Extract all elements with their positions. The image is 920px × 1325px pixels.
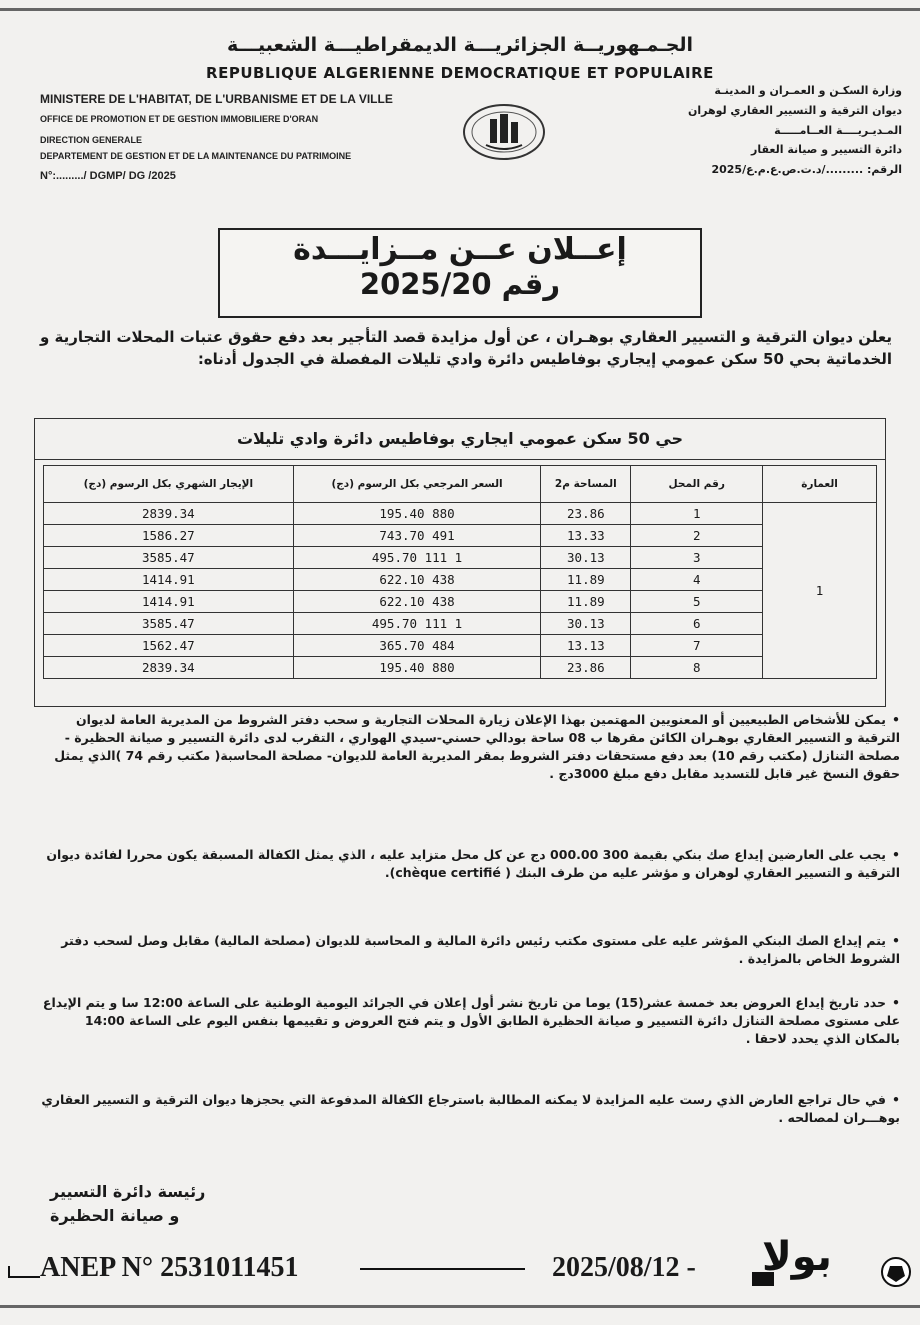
rent-cell: 1414.91 (44, 591, 294, 613)
price-cell: 438 622.10 (293, 591, 541, 613)
shops-table-frame (34, 418, 886, 707)
table-header-row (44, 466, 877, 503)
intro-paragraph: يعلن ديوان الترقية و التسيير العقاري بوهـران ، عن أول مزايدة قصد التأجير بعد دفع حقوق عتبات المحلات التجارية و الخدماتية بحي 50 سكن عمومي إيجاري بوفاطيس دائرة وادي تليلات المفصلة في الجدول أدناه: (39, 328, 892, 368)
shop-number-cell: 1 (631, 503, 763, 525)
signature-subtitle: و صيانة الحظيرة (50, 1206, 180, 1225)
top-border (0, 8, 920, 11)
area-cell: 13.13 (541, 635, 631, 657)
area-cell: 11.89 (541, 569, 631, 591)
bullet-text: يتم إيداع الصك البنكي المؤشر عليه على مستوى مكتب رئيس دائرة المالية و المحاسبة للديوان (مصلحة المالية) مقابل وصل لسحب دفتر الشروط الخاص بالمزايدة . (61, 933, 900, 966)
footer-divider (360, 1268, 525, 1270)
rent-cell: 2839.34 (44, 503, 294, 525)
bullet-text: يجب على العارضين إيداع صك بنكي بقيمة 300 000.00 دج عن كل محل متزايد عليه ، الذي يمثل الكفالة المسبقة يكون محررا لفائدة ديوان الترقية و التسيير العقاري لوهران و مؤشر عليه من طرف البنك ( chèque certifié). (46, 847, 900, 880)
rent-cell: 1414.91 (44, 569, 294, 591)
arabic-ministry-line: وزارة السكـن و العمـران و المدينـة (714, 84, 902, 97)
table-row (44, 525, 877, 547)
footer-corner-line (8, 1266, 40, 1278)
area-cell: 30.13 (541, 547, 631, 569)
table-row (44, 613, 877, 635)
area-cell: 23.86 (541, 657, 631, 679)
bottom-border (0, 1305, 920, 1308)
publication-date: 2025/08/12 - (552, 1252, 696, 1283)
bullet-cheque-deposit (60, 932, 900, 968)
signature-block (50, 1180, 205, 1228)
header-reference-price: السعر المرجعي بكل الرسوم (دج) (293, 466, 541, 503)
header-building: العمارة (763, 466, 877, 503)
price-cell: 484 365.70 (293, 635, 541, 657)
price-cell: 1 111 495.70 (293, 613, 541, 635)
price-cell: 880 195.40 (293, 503, 541, 525)
building-number-cell: 1 (763, 503, 877, 679)
bullet-guarantee-cheque (36, 846, 900, 882)
french-republic-title: REPUBLIQUE ALGERIENNE DEMOCRATIQUE ET POPULAIRE (206, 64, 714, 82)
bullet-text: في حال تراجع العارض الذي رست عليه المزايدة لا يمكنه المطالبة باسترجاع الكفالة المدفوعة التي يحجزها ديوان الترقية و التسيير العقاري بوهـــران لمصالحه . (41, 1092, 900, 1125)
shop-number-cell: 7 (631, 635, 763, 657)
anep-number: ANEP N° 2531011451 (40, 1252, 299, 1283)
french-direction-line: DIRECTION GENERALE (40, 135, 143, 145)
bullet-site-visit (36, 711, 900, 783)
header-area: المساحة م2 (541, 466, 631, 503)
arabic-office-line: ديوان الترقية و التسيير العقاري لوهران (687, 104, 902, 117)
rent-cell: 3585.47 (44, 613, 294, 635)
area-cell: 30.13 (541, 613, 631, 635)
rent-cell: 2839.34 (44, 657, 294, 679)
bullet-withdrawal-forfeit (36, 1091, 900, 1127)
header-shop-number: رقم المحل (631, 466, 763, 503)
shop-number-cell: 8 (631, 657, 763, 679)
announcement-title: إعــلان عــن مــزايـــدة (293, 232, 627, 267)
price-cell: 491 743.70 (293, 525, 541, 547)
table-row (44, 635, 877, 657)
french-ministry-line: MINISTERE DE L'HABITAT, DE L'URBANISME ET DE LA VILLE (40, 92, 393, 106)
area-cell: 23.86 (541, 503, 631, 525)
french-office-line: OFFICE DE PROMOTION ET DE GESTION IMMOBILIERE D'ORAN (40, 114, 319, 124)
french-reference-number: N°:........./ DGMP/ DG /2025 (40, 170, 176, 182)
header-monthly-rent: الإيجار الشهري بكل الرسوم (دج) (44, 466, 294, 503)
shop-number-cell: 4 (631, 569, 763, 591)
newspaper-brand-name: بولا (762, 1234, 832, 1280)
shop-number-cell: 2 (631, 525, 763, 547)
signature-title: رئيسة دائرة التسيير (50, 1182, 206, 1201)
bullet-text: يمكن للأشخاص الطبيعيين أو المعنويين المهتمين بهذا الإعلان زيارة المحلات التجارية و سحب دفتر الشروط من المديرية العامة لديوان الترقية و التسيير العقاري بوهـران الكائن مقرها ب 08 ساحة بودالي حسني-سيدي الهواري ، التقرب لدى دائرة التسيير و صيانة الحظيرة - مصلحة التنازل (مكتب رقم 10) بعد دفع مستحقات دفتر الشروط بمقر المديرية العامة للديوان- مصلحة المحاسبة( مكتب رقم 74 )الذي يمثل حقوق النسخ غير قابل للتسديد مقابل دفع مبلغ 3000دج . (54, 712, 900, 781)
bullet-offers-deadline (36, 994, 900, 1048)
price-cell: 438 622.10 (293, 569, 541, 591)
table-row (44, 591, 877, 613)
announcement-number: رقم 2025/20 (359, 267, 561, 301)
french-department-line: DEPARTEMENT DE GESTION ET DE LA MAINTENANCE DU PATRIMOINE (40, 151, 352, 161)
newspaper-brand-logo (748, 1232, 913, 1294)
table-caption: حي 50 سكن عمومي ايجاري بوفاطيس دائرة وادي تليلات (35, 419, 885, 460)
office-seal-logo-icon (460, 103, 548, 161)
rent-cell: 3585.47 (44, 547, 294, 569)
shop-number-cell: 6 (631, 613, 763, 635)
rent-cell: 1562.47 (44, 635, 294, 657)
arabic-department-line: دائرة التسيير و صيانة العقار (751, 143, 902, 156)
rent-cell: 1586.27 (44, 525, 294, 547)
table-row (44, 657, 877, 679)
shop-number-cell: 3 (631, 547, 763, 569)
shops-table (43, 465, 877, 679)
table-row (44, 569, 877, 591)
table-row (44, 503, 877, 525)
arabic-direction-line: المـديـريــــة العــامـــــة (774, 124, 902, 137)
shop-number-cell: 5 (631, 591, 763, 613)
table-row (44, 547, 877, 569)
announcement-title-box (218, 228, 702, 318)
bullet-text: حدد تاريخ إيداع العروض بعد خمسة عشر(15) يوما من تاريخ نشر أول إعلان في الجرائد اليومية الوطنية على الساعة 12:00 سا و يتم الإيداع على مستوى مصلحة التنازل دائرة التسيير و صيانة الحظيرة الطابق الأول و يتم فتح العروض و تقييمها بنفس اليوم على الساعة 14:00 بالمكان الذي يحدد لاحقا . (42, 995, 900, 1046)
area-cell: 11.89 (541, 591, 631, 613)
price-cell: 880 195.40 (293, 657, 541, 679)
area-cell: 13.33 (541, 525, 631, 547)
price-cell: 1 111 495.70 (293, 547, 541, 569)
arabic-reference-number: الرقم: ........./د.ت.ص.ع.م.ع/2025 (711, 163, 902, 176)
arabic-republic-title: الجـمـهوريــة الجزائريـــة الديمقراطيـــة الشعبيـــة (226, 34, 694, 56)
